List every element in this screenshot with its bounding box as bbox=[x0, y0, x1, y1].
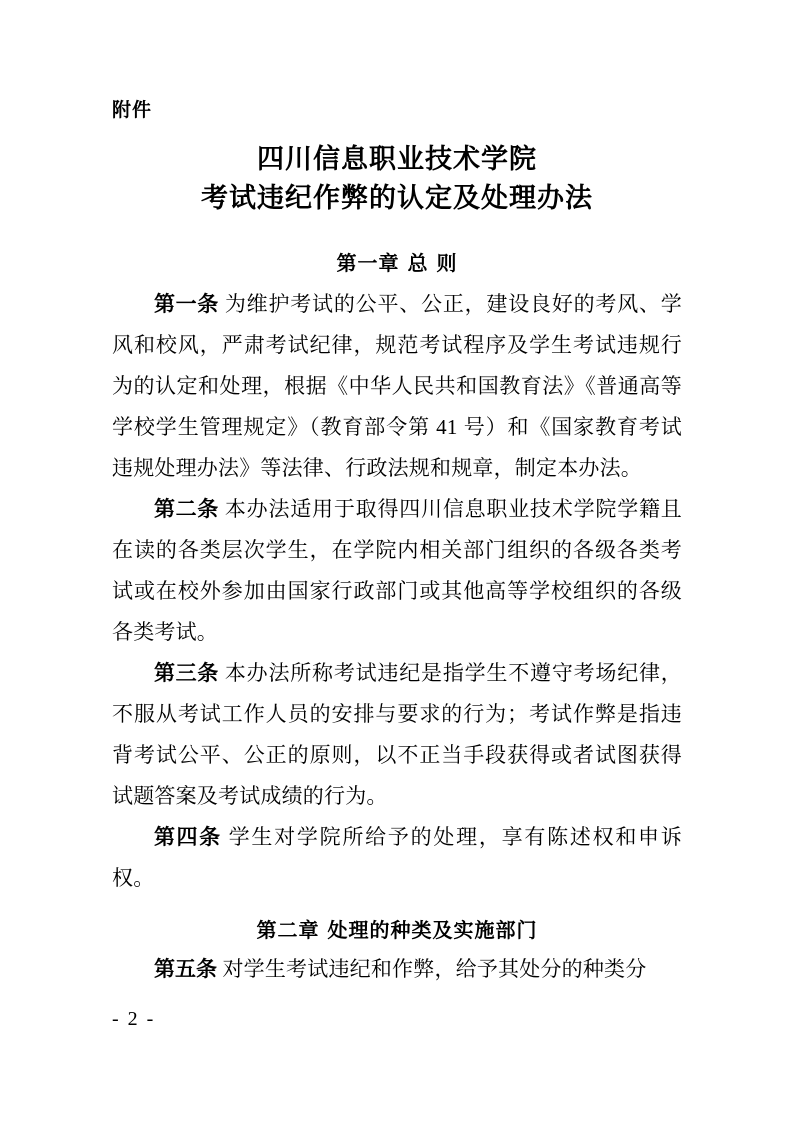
article-paragraph bbox=[112, 489, 682, 653]
document-title bbox=[112, 140, 682, 218]
article-marker: 第一条 bbox=[154, 292, 219, 316]
article-text: 本办法适用于取得四川信息职业技术学院学籍且在读的各类层次学生，在学院内相关部门组织的各级各类考试或在校外参加由国家行政部门或其他高等学校组织的各级各类考试。 bbox=[112, 497, 683, 644]
chapter-heading-2: 第二章 处理的种类及实施部门 bbox=[256, 918, 538, 942]
article-paragraph bbox=[112, 817, 682, 899]
article-text: 本办法所称考试违纪是指学生不遵守考场纪律，不服从考试工作人员的安排与要求的行为；考试作弊是指违背考试公平、公正的原则，以不正当手段获得或者试图获得试题答案及考试成绩的行为。 bbox=[112, 661, 683, 808]
title-line-2: 考试违纪作弊的认定及处理办法 bbox=[201, 183, 593, 214]
page-number: - 2 - bbox=[112, 1008, 156, 1030]
article-marker: 第四条 bbox=[154, 825, 222, 849]
article-marker: 第五条 bbox=[154, 957, 217, 981]
article-text: 对学生考试违纪和作弊，给予其处分的种类分 bbox=[222, 957, 647, 981]
article-paragraph bbox=[112, 284, 682, 489]
article-marker: 第三条 bbox=[154, 661, 219, 685]
article-text: 学生对学院所给予的处理，享有陈述权和申诉权。 bbox=[112, 825, 683, 890]
article-paragraph bbox=[112, 653, 682, 817]
chapter-heading-1: 第一章 总 则 bbox=[336, 251, 458, 275]
article-paragraph bbox=[112, 949, 682, 990]
article-marker: 第二条 bbox=[154, 497, 219, 521]
document-content bbox=[112, 96, 682, 990]
article-text: 为维护考试的公平、公正，建设良好的考风、学风和校风，严肃考试纪律，规范考试程序及学生考试违规行为的认定和处理，根据《中华人民共和国教育法》《普通高等学校学生管理规定》（教育部令第 41 号）和《国家教育考试违规处理办法》等法律、行政法规和规章，制定本办法。 bbox=[112, 292, 683, 480]
title-line-1: 四川信息职业技术学院 bbox=[257, 144, 537, 175]
attachment-label: 附件 bbox=[112, 99, 153, 121]
